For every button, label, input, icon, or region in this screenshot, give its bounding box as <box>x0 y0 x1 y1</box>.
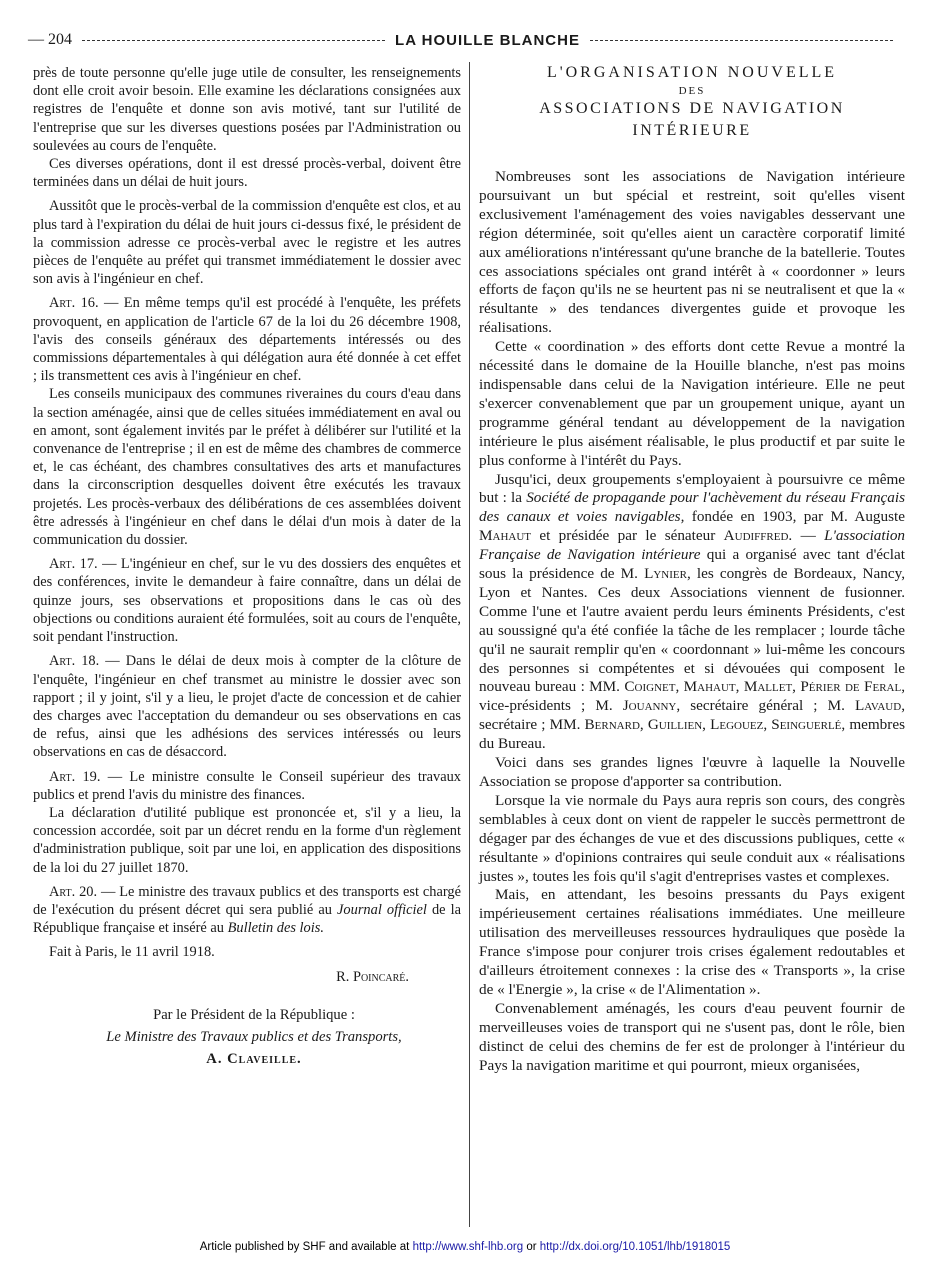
text-run: , membres du Bureau. <box>479 716 905 753</box>
association-name: L'association Française de Navigation intérieure <box>479 527 906 564</box>
person-names: Bernard, Guillien, Legouez, Seinguerlé <box>584 716 842 734</box>
person-name: Lavaud <box>855 697 902 715</box>
article-label: Art. 19. <box>49 768 101 785</box>
text-run: , secrétaire général ; M. <box>676 697 856 715</box>
person-names: Coignet, Mahaut, Mallet, Périer de Feral <box>624 678 902 696</box>
article-text: — L'ingénieur en chef, sur le vu des dossiers des enquêtes et des conférences, invite le demandeur à faire connaître, dans un délai de quinze jours, ses observations et propositions dans le cas où des objections ou conditions auraient été formulées, soit au cours de l'enquête, soit pendant l'instruction. <box>33 556 461 646</box>
person-name: Audiffred <box>723 527 789 545</box>
journal-officiel: Journal officiel <box>337 901 427 918</box>
running-header <box>28 28 903 52</box>
text-run: fondée en 1903, par M. Auguste <box>684 508 905 526</box>
text-run: Jusqu'ici, deux groupements s'employaient à poursuivre ce même but : la <box>479 470 905 507</box>
signature-date: Fait à Paris, le 11 avril 1918. <box>49 944 215 961</box>
text-run: qui a organisé avec tant d'éclat sous la présidence de M. <box>479 546 905 583</box>
article-17 <box>33 555 461 646</box>
paragraph: Les conseils municipaux des communes riveraines du cours d'eau dans la section aménagée, ainsi que de celles situées immédiatement en aval ou en amont, sont également invités par le préfet à délibérer sur l'utilité et la convenance de l'entreprise ; il en est de même des chambres de commerce et, le cas échéant, des chambres consultatives des arts et manufactures dans la circonscription desquelles doivent être exécutés les travaux projetés. Les procès-verbaux des délibérations de ces assemblées doivent être adressés à l'ingénieur en chef dans le délai d'un mois à dater de la communication du dossier. <box>33 386 461 549</box>
paragraph: Nombreuses sont les associations de Navigation intérieure poursuivant un but spécial et restreint, soit qu'elles visent exclusivement l'aménagement des voies navigables desservant une région déterminée, soit qu'elles aient un caractère corporatif limité aux améliorations n'intéressant qu'une branche de la batellerie. Toutes ces associations spéciales ont grand intérêt à « coordonner » leurs efforts de façon qu'ils ne se heurtent pas ni se neutralisent et que la « résultante » des tendances divergentes guide et provoque les réalisations. <box>479 168 905 337</box>
article-18 <box>33 652 461 761</box>
society-name: Société de propagande pour l'achèvement du réseau Français des canaux et voies navigables, <box>479 489 905 526</box>
text-run: . — <box>788 527 825 545</box>
paragraph: Voici dans ses grandes lignes l'œuvre à laquelle la Nouvelle Association se propose d'apporter sa contribution. <box>479 754 905 790</box>
article-text: — En même temps qu'il est procédé à l'enquête, les préfets provoquent, en application de l'article 67 de la loi du 26 décembre 1908, l'avis des conseils généraux des départements intéressés ou des commissions départementales à qui délégation aura été donnée à cet effet ; ils transmettent ces avis à l'ingénieur en chef. <box>33 295 461 385</box>
paragraph: Mais, en attendant, les besoins pressants du Pays exigent impérieusement certaines réalisations immédiates. Une meilleure utilisation des merveilleuses ressources hydrauliques que posède la France s'impose pour conjurer trois crises également redoutables et d'ailleurs étroitement connexes : la crise des « Transports », la crise de « l'Energie », la crise « de l'Alimentation ». <box>479 886 905 998</box>
signature-by: Par le Président de la République : <box>153 1006 355 1023</box>
paragraph: Aussitôt que le procès-verbal de la commission d'enquête est clos, et au plus tard à l'expiration du délai de huit jours ci-dessus fixé, le président de la commission adresse ce procès-verbal avec le registre et les autres pièces de l'enquête au préfet qui transmet immédiatement le dossier avec son avis à l'ingénieur en chef. <box>33 198 461 288</box>
signature-minister: Le Ministre des Travaux publics et des Transports, <box>106 1028 402 1045</box>
article-20 <box>33 883 461 938</box>
signature-name: R. Poincaré. <box>336 968 409 985</box>
page-number: — 204 <box>28 31 72 48</box>
person-name: Jouanny <box>622 697 677 715</box>
journal-title: LA HOUILLE BLANCHE <box>395 31 580 49</box>
person-name: Mahaut <box>479 527 531 545</box>
paragraph <box>479 471 905 755</box>
article-label: Art. 18. <box>49 653 100 670</box>
shf-link[interactable]: http://www.shf-lhb.org <box>412 1241 524 1253</box>
header-rule-left <box>82 40 385 41</box>
article-label: Art. 17. <box>49 556 98 573</box>
left-column <box>33 64 461 1070</box>
article-label: Art. 20. <box>49 883 98 900</box>
paragraph: Ces diverses opérations, dont il est dressé procès-verbal, doivent être terminées dans un délai de huit jours. <box>33 156 461 191</box>
article-text: — Le ministre des travaux publics et des transports est chargé de l'exécution du présent décret qui sera publié au <box>33 883 461 918</box>
article-16 <box>33 294 461 385</box>
article-label: Art. 16. <box>49 295 99 312</box>
paragraph: Lorsque la vie normale du Pays aura repris son cours, des congrès semblables à ceux dont on vient de rappeler le succès permettront de dégager par des échanges de vue et des discussions publiques, cette « résultante » d'opinions contraires qui seule conduit aux « réalisations justes », toutes les fois qu'il s'agit d'entreprises vastes et complexes. <box>479 791 905 885</box>
article-text: — Le ministre consulte le Conseil supérieur des travaux publics et prend l'avis du ministre des finances. <box>33 768 461 803</box>
article-19 <box>33 768 461 804</box>
paragraph: Cette « coordination » des efforts dont cette Revue a montré la nécessité dans le domaine de la Houille blanche, n'est pas moins indispensable dans celui de la Navigation intérieure. Elle ne peut s'exercer convenablement que par un groupement unique, ayant un programme général tendant au développement de la navigation intérieure le plus aisément réalisable, le plus productif et par suite le plus conforme à l'intérêt du Pays. <box>479 338 905 469</box>
right-column <box>479 62 905 1076</box>
bulletin-des-lois: Bulletin des lois. <box>227 920 324 937</box>
text-run: , les congrès de Bordeaux, Nancy, Lyon et Nantes. Ces deux Associations viennent de fusionner. Comme l'une et l'autre avaient perdu leurs éminents Présidents, c'est au soussigné qu'a été confiée la tâche de les remplacer ; lourde tâche qu'il ne saurait remplir qu'en « coordonnant » lui-même les concours des personnes si compétentes et si dévouées qui composent le nouveau bureau : MM. <box>479 565 905 696</box>
article-text: — Dans le délai de deux mois à compter de la clôture de l'enquête, l'ingénieur en chef transmet au ministre le dossier avec son rapport ; il y joint, s'il y a lieu, le projet d'acte de concession et de cahier des charges avec l'acceptation du demandeur ou ses observations en cas de refus, ainsi que les adhésions des services intéressés ou leurs observations en cas de désaccord. <box>33 653 461 761</box>
footer-text: Article published by SHF and available at <box>199 1241 413 1253</box>
countersignature <box>33 1004 461 1070</box>
text-run: , vice-présidents ; M. <box>479 678 905 715</box>
publication-footer <box>0 1241 930 1253</box>
article-text: de la République française et inséré au <box>33 901 461 937</box>
paragraph: La déclaration d'utilité publique est prononcée et, s'il y a lieu, la concession accordée, soit par un décret rendu en la forme d'un règlement d'administration publique, soit par une loi, en application des dispositions de la loi du 27 juillet 1870. <box>33 804 461 876</box>
footer-text: or <box>523 1241 540 1253</box>
article-title: L'ORGANISATION NOUVELLE <box>546 64 838 81</box>
article-title-connector: DES <box>678 85 706 97</box>
article-title-main: ASSOCIATIONS DE NAVIGATION INTÉRIEURE <box>539 100 845 139</box>
text-run: , secrétaire ; MM. <box>479 697 905 734</box>
paragraph: près de toute personne qu'elle juge utile de consulter, les renseignements dont elle croit avoir besoin. Elle examine les déclarations consignées aux registres de l'enquête et donne son avis motivé, tant sur l'utilité de l'entreprise que sur les diverses questions posées par l'Administration ou soulevées au cours de l'enquête. <box>33 65 461 154</box>
signature-minister-name: A. Claveille. <box>206 1050 302 1067</box>
text-run: et présidée par le sénateur <box>531 527 724 545</box>
doi-link[interactable]: http://dx.doi.org/10.1051/lhb/1918015 <box>539 1241 731 1253</box>
header-rule-right <box>590 40 893 41</box>
paragraph: Convenablement aménagés, les cours d'eau peuvent fournir de merveilleuses voies de transport qui ne s'usent pas, dont le rôle, bien distinct de celui des chemins de fer est de prolonger à l'intérieur du Pays la navigation maritime et qui pourront, mieux organisées, <box>479 999 905 1074</box>
column-divider <box>469 62 470 1227</box>
person-name: Lynier <box>644 565 687 583</box>
